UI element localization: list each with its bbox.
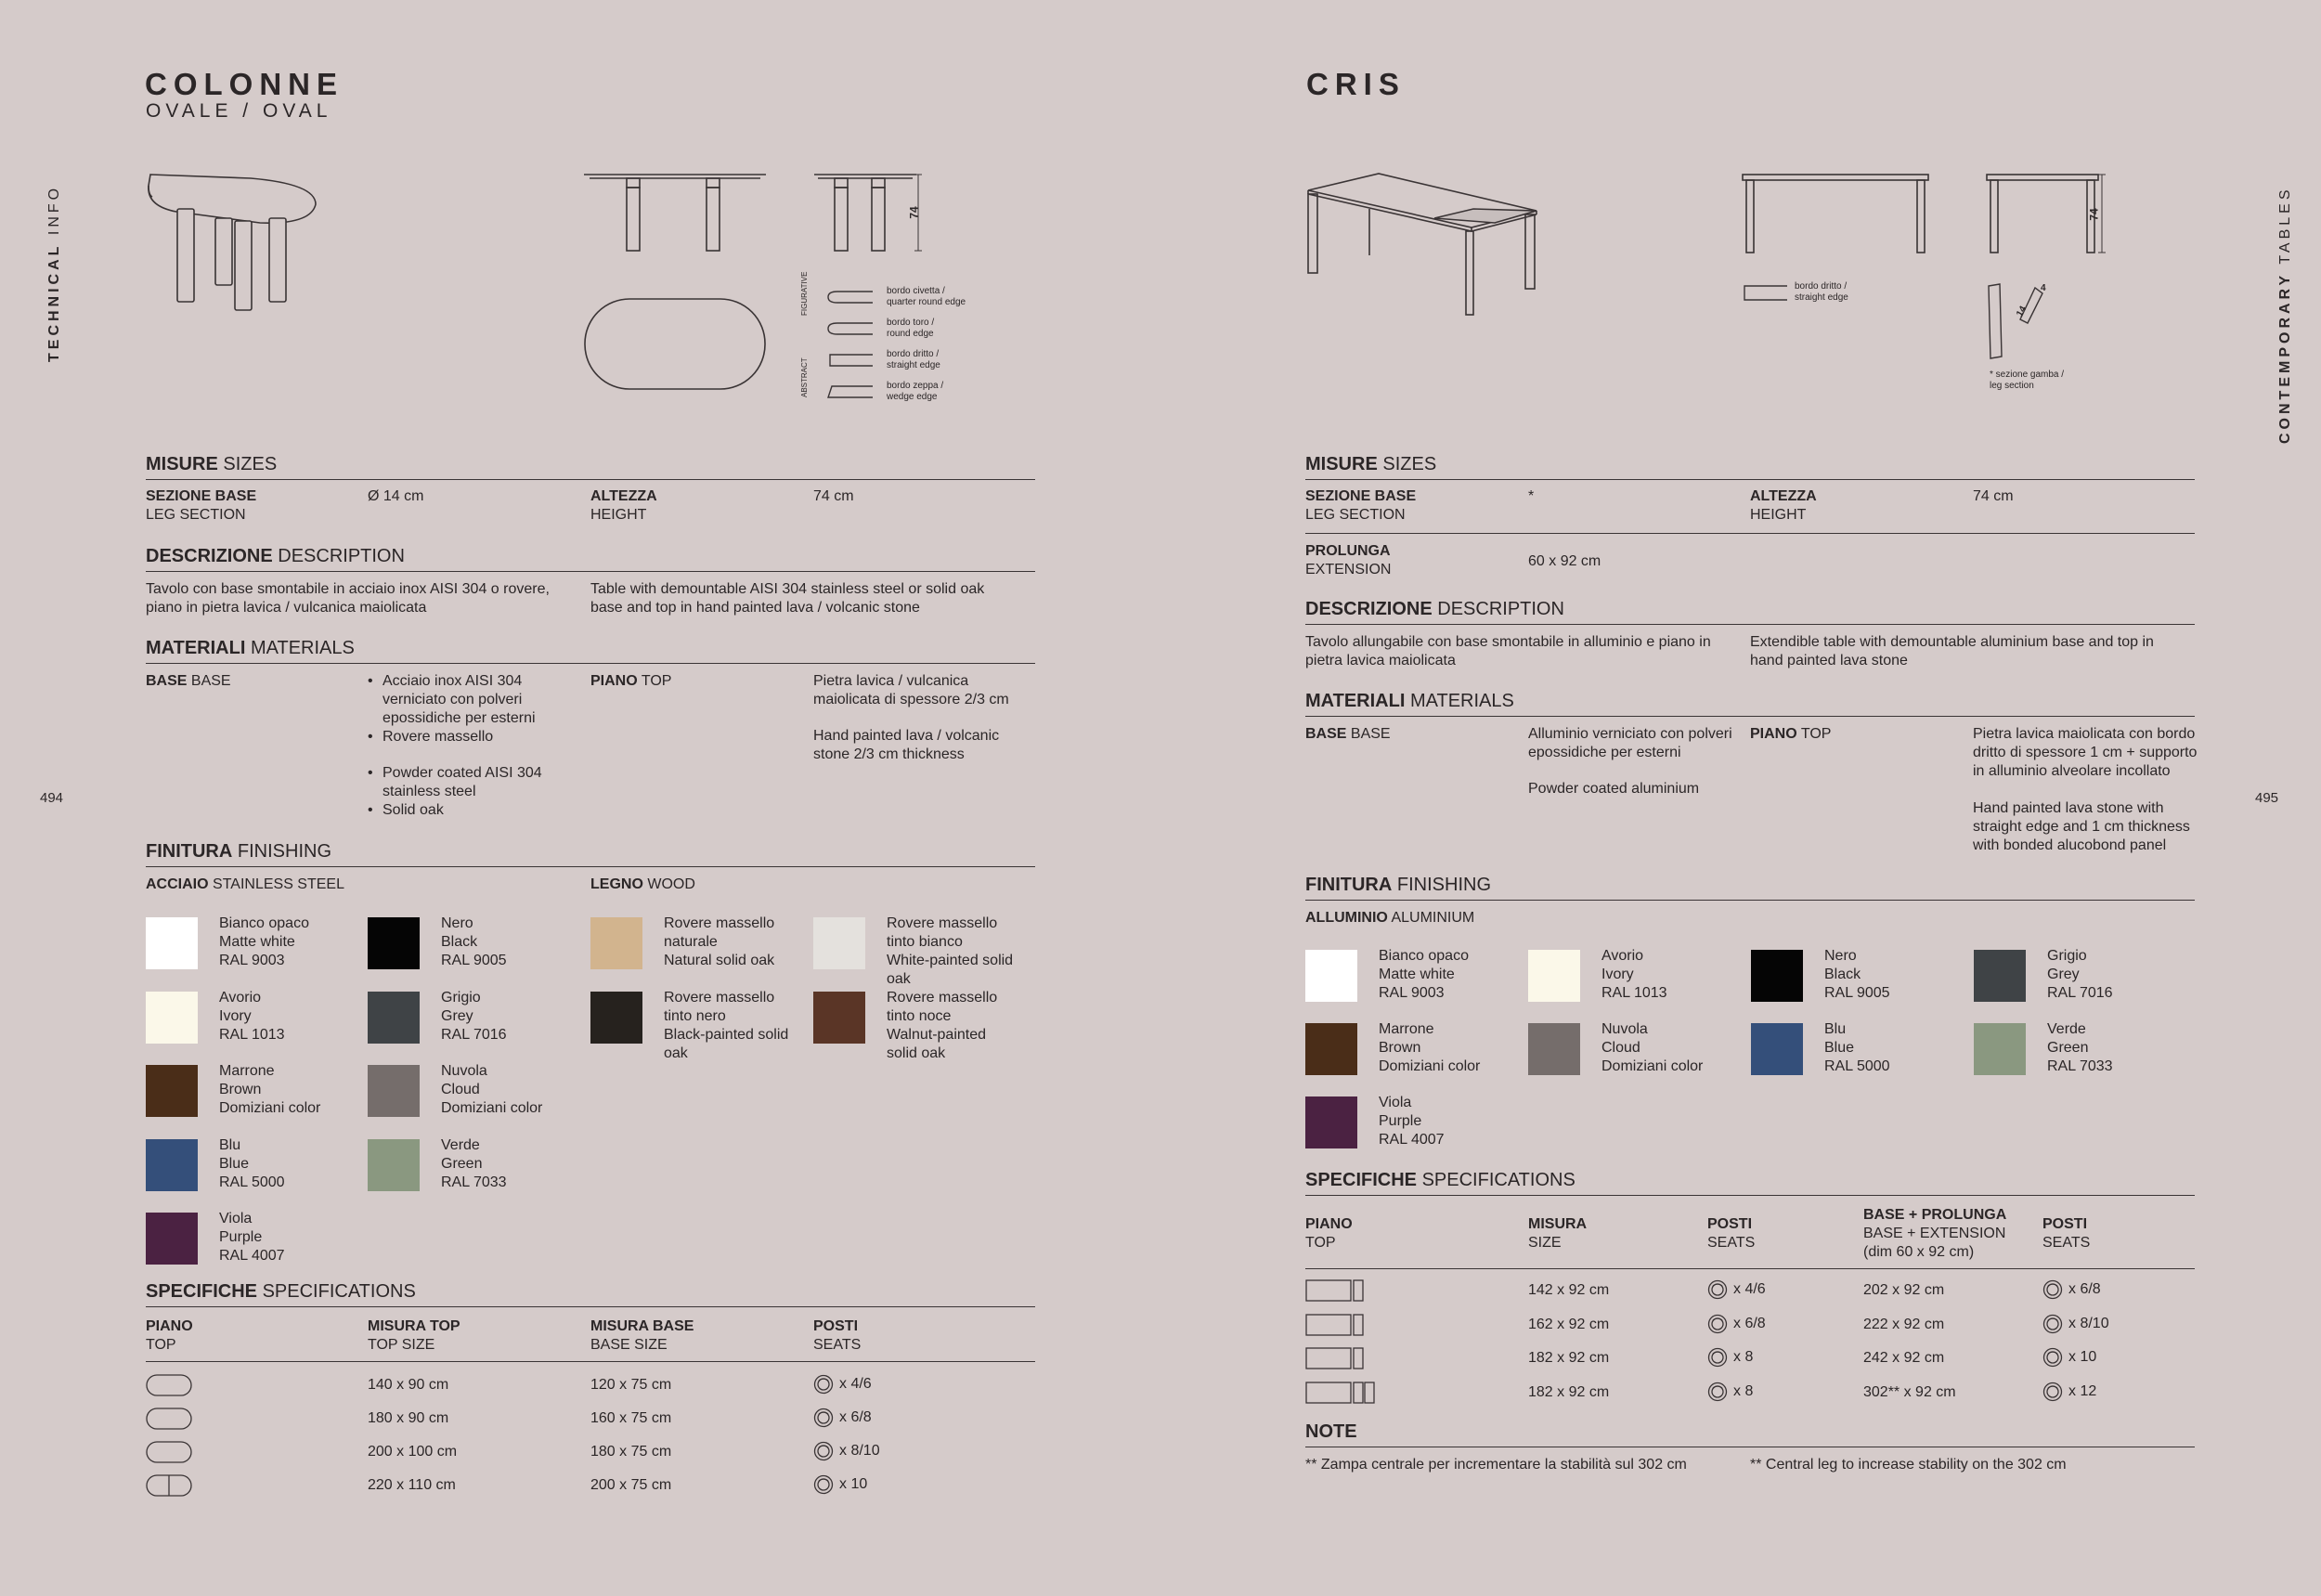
color-swatch bbox=[368, 1065, 420, 1117]
colonne-perspective-drawing bbox=[139, 167, 325, 316]
colonne-subtitle: OVALE / OVAL bbox=[146, 100, 332, 122]
spec-base-size: 180 x 75 cm bbox=[590, 1444, 672, 1460]
colonne-base-list-it bbox=[368, 672, 553, 746]
cris-col-size: MISURA SIZE bbox=[1528, 1216, 1588, 1251]
spec-seats-value: x 8 bbox=[1733, 1382, 1754, 1399]
colonne-description-it: Tavolo con base smontabile in acciaio inox AISI 304 o rovere, piano in pietra lavica / vulcanica maiolicata bbox=[146, 581, 550, 616]
colonne-top-label: PIANO TOP bbox=[590, 673, 672, 689]
cris-leg-label: SEZIONE BASE LEG SECTION bbox=[1305, 488, 1417, 523]
color-swatch-label: Nero Black RAL 9005 bbox=[1824, 948, 1890, 1001]
spec-base-size: 160 x 75 cm bbox=[590, 1410, 672, 1426]
cris-finishing-heading: FINITURA FINISHING bbox=[1305, 874, 2195, 901]
color-swatch-label: Verde Green RAL 7033 bbox=[441, 1136, 507, 1190]
spec-ext-seats-value: x 8/10 bbox=[2068, 1315, 2109, 1331]
spec-base-size: 200 x 75 cm bbox=[590, 1477, 672, 1493]
colonne-base-label: BASE BASE bbox=[146, 673, 231, 689]
cris-top-en: Hand painted lava stone with straight edge and 1 cm thickness with bonded alucobond panel bbox=[1973, 800, 2190, 853]
color-swatch-label: Marrone Brown Domiziani color bbox=[219, 1063, 321, 1116]
spec-size: 142 x 92 cm bbox=[1528, 1282, 1610, 1298]
cris-perspective-drawing bbox=[1304, 172, 1546, 316]
color-swatch-label: Grigio Grey RAL 7016 bbox=[441, 989, 507, 1043]
table-shape-icon bbox=[1305, 1279, 1378, 1306]
edge-label-round: bordo toro / round edge bbox=[887, 318, 935, 339]
color-swatch bbox=[813, 992, 865, 1044]
color-swatch-label: Verde Green RAL 7033 bbox=[2047, 1021, 2113, 1074]
spec-size: 182 x 92 cm bbox=[1528, 1383, 1610, 1400]
spec-seats-value: x 4/6 bbox=[1733, 1281, 1766, 1297]
color-swatch bbox=[1305, 1096, 1357, 1148]
cris-col-ext: BASE + PROLUNGA BASE + EXTENSION (dim 60 x 92 cm) bbox=[1863, 1207, 2007, 1260]
colonne-finishing-heading: FINITURA FINISHING bbox=[146, 840, 1035, 867]
colonne-col-topsize: MISURA TOP TOP SIZE bbox=[368, 1318, 460, 1353]
color-swatch bbox=[1305, 1023, 1357, 1075]
cris-note-it: ** Zampa centrale per incrementare la stabilità sul 302 cm bbox=[1305, 1457, 1687, 1473]
cris-edge-label: bordo dritto / straight edge bbox=[1795, 281, 1848, 303]
color-swatch-label: Viola Purple RAL 4007 bbox=[1379, 1095, 1445, 1148]
cris-ext-value: 60 x 92 cm bbox=[1528, 553, 1601, 569]
spec-seats-value: x 8/10 bbox=[839, 1443, 880, 1459]
cris-edge-profile-icon bbox=[1743, 283, 1789, 304]
spec-ext-size: 302** x 92 cm bbox=[1863, 1383, 1956, 1400]
color-swatch-label: Rovere massello naturale Natural solid oak bbox=[664, 915, 775, 968]
cris-sizes-heading: MISURE SIZES bbox=[1305, 453, 2195, 480]
color-swatch-label: Grigio Grey RAL 7016 bbox=[2047, 948, 2113, 1001]
table-shape-icon bbox=[1305, 1314, 1378, 1341]
page-number-left: 494 bbox=[40, 790, 64, 806]
cris-description-it: Tavolo allungabile con base smontabile in alluminio e piano in pietra lavica maiolicata bbox=[1305, 634, 1711, 668]
spec-size: 182 x 92 cm bbox=[1528, 1350, 1610, 1366]
chair-icon bbox=[2042, 1347, 2063, 1368]
edge-group-figurative: FIGURATIVE bbox=[800, 271, 809, 316]
color-swatch bbox=[1974, 1023, 2026, 1075]
color-swatch-label: Avorio Ivory RAL 1013 bbox=[1601, 948, 1667, 1001]
color-swatch bbox=[590, 992, 642, 1044]
spec-ext-size: 202 x 92 cm bbox=[1863, 1282, 1945, 1298]
spec-seats bbox=[813, 1374, 872, 1395]
color-swatch-label: Avorio Ivory RAL 1013 bbox=[219, 989, 285, 1043]
color-swatch-label: Blu Blue RAL 5000 bbox=[219, 1136, 285, 1190]
colonne-description-en: Table with demountable AISI 304 stainless steel or solid oak base and top in hand painted lava / volcanic stone bbox=[590, 581, 985, 616]
cris-top-label: PIANO TOP bbox=[1750, 726, 1832, 742]
spec-seats-value: x 4/6 bbox=[839, 1376, 872, 1392]
spec-ext-seats-value: x 10 bbox=[2068, 1349, 2097, 1365]
table-shape-icon bbox=[1305, 1382, 1378, 1408]
side-label-left: TECHNICAL INFO bbox=[46, 184, 62, 362]
color-swatch bbox=[368, 917, 420, 969]
divider bbox=[1305, 1268, 2195, 1269]
chair-icon bbox=[1707, 1382, 1728, 1402]
cris-description-en: Extendible table with demountable aluminium base and top in hand painted lava stone bbox=[1750, 634, 2154, 668]
spec-ext-seats bbox=[2042, 1382, 2096, 1402]
cris-specs-heading: SPECIFICHE SPECIFICATIONS bbox=[1305, 1169, 2195, 1196]
table-shape-icon bbox=[146, 1474, 192, 1501]
color-swatch-label: Marrone Brown Domiziani color bbox=[1379, 1021, 1481, 1074]
colonne-col-basesize: MISURA BASE BASE SIZE bbox=[590, 1318, 694, 1353]
list-item: • Solid oak bbox=[368, 801, 553, 820]
spec-seats bbox=[1707, 1382, 1753, 1402]
color-swatch-label: Nuvola Cloud Domiziani color bbox=[1601, 1021, 1704, 1074]
colonne-base-list-en bbox=[368, 764, 553, 820]
chair-icon bbox=[2042, 1279, 2063, 1300]
chair-icon bbox=[813, 1374, 834, 1395]
cris-base-it: Alluminio verniciato con polveri epossidiche per esterni bbox=[1528, 726, 1732, 760]
chair-icon bbox=[813, 1474, 834, 1495]
spec-top-size: 140 x 90 cm bbox=[368, 1377, 449, 1393]
colonne-title: COLONNE bbox=[145, 67, 344, 101]
chair-icon bbox=[2042, 1314, 2063, 1334]
cris-leg-dim-b: 4 bbox=[2041, 283, 2046, 293]
spec-seats-value: x 6/8 bbox=[839, 1409, 872, 1425]
color-swatch bbox=[1751, 950, 1803, 1002]
spec-ext-seats bbox=[2042, 1314, 2109, 1334]
spec-seats bbox=[813, 1474, 867, 1495]
cris-front-drawing bbox=[1741, 171, 1931, 256]
divider bbox=[1305, 533, 2195, 534]
colonne-top-en: Hand painted lava / volcanic stone 2/3 cm thickness bbox=[813, 728, 1000, 762]
colonne-top-it: Pietra lavica / vulcanica maiolicata di spessore 2/3 cm bbox=[813, 673, 1009, 707]
color-swatch bbox=[146, 917, 198, 969]
color-swatch-label: Bianco opaco Matte white RAL 9003 bbox=[219, 915, 309, 968]
spec-ext-seats-value: x 6/8 bbox=[2068, 1281, 2101, 1297]
color-swatch bbox=[368, 1139, 420, 1191]
spec-seats-value: x 8 bbox=[1733, 1349, 1754, 1365]
color-swatch-label: Blu Blue RAL 5000 bbox=[1824, 1021, 1890, 1074]
cris-note-en: ** Central leg to increase stability on the 302 cm bbox=[1750, 1457, 2067, 1473]
colonne-specs-heading: SPECIFICHE SPECIFICATIONS bbox=[146, 1280, 1035, 1307]
cris-alu-label: ALLUMINIO ALUMINIUM bbox=[1305, 910, 1475, 926]
table-shape-icon bbox=[146, 1408, 192, 1434]
color-swatch-label: Bianco opaco Matte white RAL 9003 bbox=[1379, 948, 1469, 1001]
color-swatch-label: Rovere massello tinto nero Black-painted solid oak bbox=[664, 989, 789, 1061]
cris-base-label: BASE BASE bbox=[1305, 726, 1391, 742]
color-swatch bbox=[1974, 950, 2026, 1002]
divider bbox=[146, 1361, 1035, 1362]
cris-height-value: 74 cm bbox=[1973, 488, 2014, 504]
colonne-front-drawing bbox=[580, 171, 771, 254]
color-swatch-label: Rovere massello tinto noce Walnut-painted solid oak bbox=[887, 989, 998, 1061]
list-item: • Acciaio inox AISI 304 verniciato con polveri epossidiche per esterni bbox=[368, 672, 553, 728]
page-number-right: 495 bbox=[2255, 790, 2279, 806]
cris-col-seats: POSTI SEATS bbox=[1707, 1216, 1756, 1251]
cris-height-dim: 74 bbox=[2087, 208, 2101, 221]
color-swatch bbox=[590, 917, 642, 969]
cris-height-label: ALTEZZA HEIGHT bbox=[1750, 488, 1817, 523]
chair-icon bbox=[2042, 1382, 2063, 1402]
colonne-steel-label: ACCIAIO STAINLESS STEEL bbox=[146, 876, 344, 892]
colonne-top-plan-drawing bbox=[583, 297, 769, 392]
color-swatch bbox=[146, 1065, 198, 1117]
table-shape-icon bbox=[1305, 1347, 1378, 1374]
cris-top-it: Pietra lavica maiolicata con bordo dritto di spessore 1 cm + supporto in alluminio alveolare incollato bbox=[1973, 726, 2198, 779]
color-swatch bbox=[813, 917, 865, 969]
chair-icon bbox=[1707, 1279, 1728, 1300]
colonne-col-top: PIANO TOP bbox=[146, 1318, 193, 1353]
spec-seats bbox=[1707, 1347, 1753, 1368]
color-swatch bbox=[146, 1139, 198, 1191]
colonne-height-dim: 74 bbox=[907, 206, 921, 219]
cris-note-heading: NOTE bbox=[1305, 1421, 2195, 1447]
cris-col-ext-seats: POSTI SEATS bbox=[2042, 1216, 2091, 1251]
spec-seats bbox=[813, 1408, 872, 1428]
colonne-wood-label: LEGNO WOOD bbox=[590, 876, 695, 892]
cris-base-en: Powder coated aluminium bbox=[1528, 781, 1700, 797]
table-shape-icon bbox=[146, 1441, 192, 1468]
colonne-leg-label: SEZIONE BASE LEG SECTION bbox=[146, 488, 257, 523]
colonne-height-value: 74 cm bbox=[813, 488, 854, 504]
chair-icon bbox=[813, 1441, 834, 1461]
spec-ext-seats-value: x 12 bbox=[2068, 1382, 2097, 1399]
colonne-col-seats: POSTI SEATS bbox=[813, 1318, 862, 1353]
spec-top-size: 220 x 110 cm bbox=[368, 1477, 456, 1493]
edge-label-wedge: bordo zeppa / wedge edge bbox=[887, 381, 944, 402]
spec-size: 162 x 92 cm bbox=[1528, 1316, 1610, 1332]
chair-icon bbox=[813, 1408, 834, 1428]
spec-seats bbox=[1707, 1314, 1766, 1334]
color-swatch bbox=[146, 992, 198, 1044]
color-swatch bbox=[1528, 1023, 1580, 1075]
spec-base-size: 120 x 75 cm bbox=[590, 1377, 672, 1393]
spec-ext-seats bbox=[2042, 1347, 2096, 1368]
spec-ext-seats bbox=[2042, 1279, 2101, 1300]
chair-icon bbox=[1707, 1347, 1728, 1368]
color-swatch-label: Viola Purple RAL 4007 bbox=[219, 1211, 285, 1264]
edge-group-abstract: ABSTRACT bbox=[800, 357, 809, 397]
list-item: • Powder coated AISI 304 stainless steel bbox=[368, 764, 553, 801]
list-item: • Rovere massello bbox=[368, 728, 553, 746]
edge-label-quarter-round: bordo civetta / quarter round edge bbox=[887, 286, 966, 307]
chair-icon bbox=[1707, 1314, 1728, 1334]
edge-profiles-labels bbox=[887, 286, 998, 412]
colonne-sizes-heading: MISURE SIZES bbox=[146, 453, 1035, 480]
color-swatch bbox=[1751, 1023, 1803, 1075]
color-swatch bbox=[368, 992, 420, 1044]
color-swatch-label: Rovere massello tinto bianco White-painted solid oak bbox=[887, 915, 1014, 987]
cris-title: CRIS bbox=[1306, 67, 1406, 101]
color-swatch bbox=[1305, 950, 1357, 1002]
color-swatch bbox=[1528, 950, 1580, 1002]
color-swatch-label: Nuvola Cloud Domiziani color bbox=[441, 1063, 543, 1116]
spec-top-size: 180 x 90 cm bbox=[368, 1410, 449, 1426]
cris-description-heading: DESCRIZIONE DESCRIPTION bbox=[1305, 598, 2195, 625]
cris-col-top: PIANO TOP bbox=[1305, 1216, 1353, 1251]
spec-seats-value: x 6/8 bbox=[1733, 1315, 1766, 1331]
spec-ext-size: 242 x 92 cm bbox=[1863, 1350, 1945, 1366]
cris-leg-value: * bbox=[1528, 488, 1535, 504]
color-swatch bbox=[146, 1213, 198, 1265]
cris-materials-heading: MATERIALI MATERIALS bbox=[1305, 690, 2195, 717]
table-shape-icon bbox=[146, 1374, 192, 1401]
spec-top-size: 200 x 100 cm bbox=[368, 1444, 458, 1460]
cris-ext-label: PROLUNGA EXTENSION bbox=[1305, 543, 1392, 577]
cris-leg-dim-a: 14 bbox=[2015, 304, 2029, 319]
colonne-materials-heading: MATERIALI MATERIALS bbox=[146, 637, 1035, 664]
cris-leg-section-label: * sezione gamba / leg section bbox=[1990, 370, 2065, 391]
spec-seats bbox=[1707, 1279, 1766, 1300]
colonne-description-heading: DESCRIZIONE DESCRIPTION bbox=[146, 545, 1035, 572]
spec-seats bbox=[813, 1441, 880, 1461]
colonne-height-label: ALTEZZA HEIGHT bbox=[590, 488, 657, 523]
spec-seats-value: x 10 bbox=[839, 1476, 868, 1492]
edge-label-straight: bordo dritto / straight edge bbox=[887, 349, 940, 370]
spec-ext-size: 222 x 92 cm bbox=[1863, 1316, 1945, 1332]
side-label-right: CONTEMPORARY TABLES bbox=[2277, 186, 2293, 444]
edge-profiles-icon bbox=[826, 286, 875, 407]
colonne-leg-value: Ø 14 cm bbox=[368, 488, 424, 504]
color-swatch-label: Nero Black RAL 9005 bbox=[441, 915, 507, 968]
